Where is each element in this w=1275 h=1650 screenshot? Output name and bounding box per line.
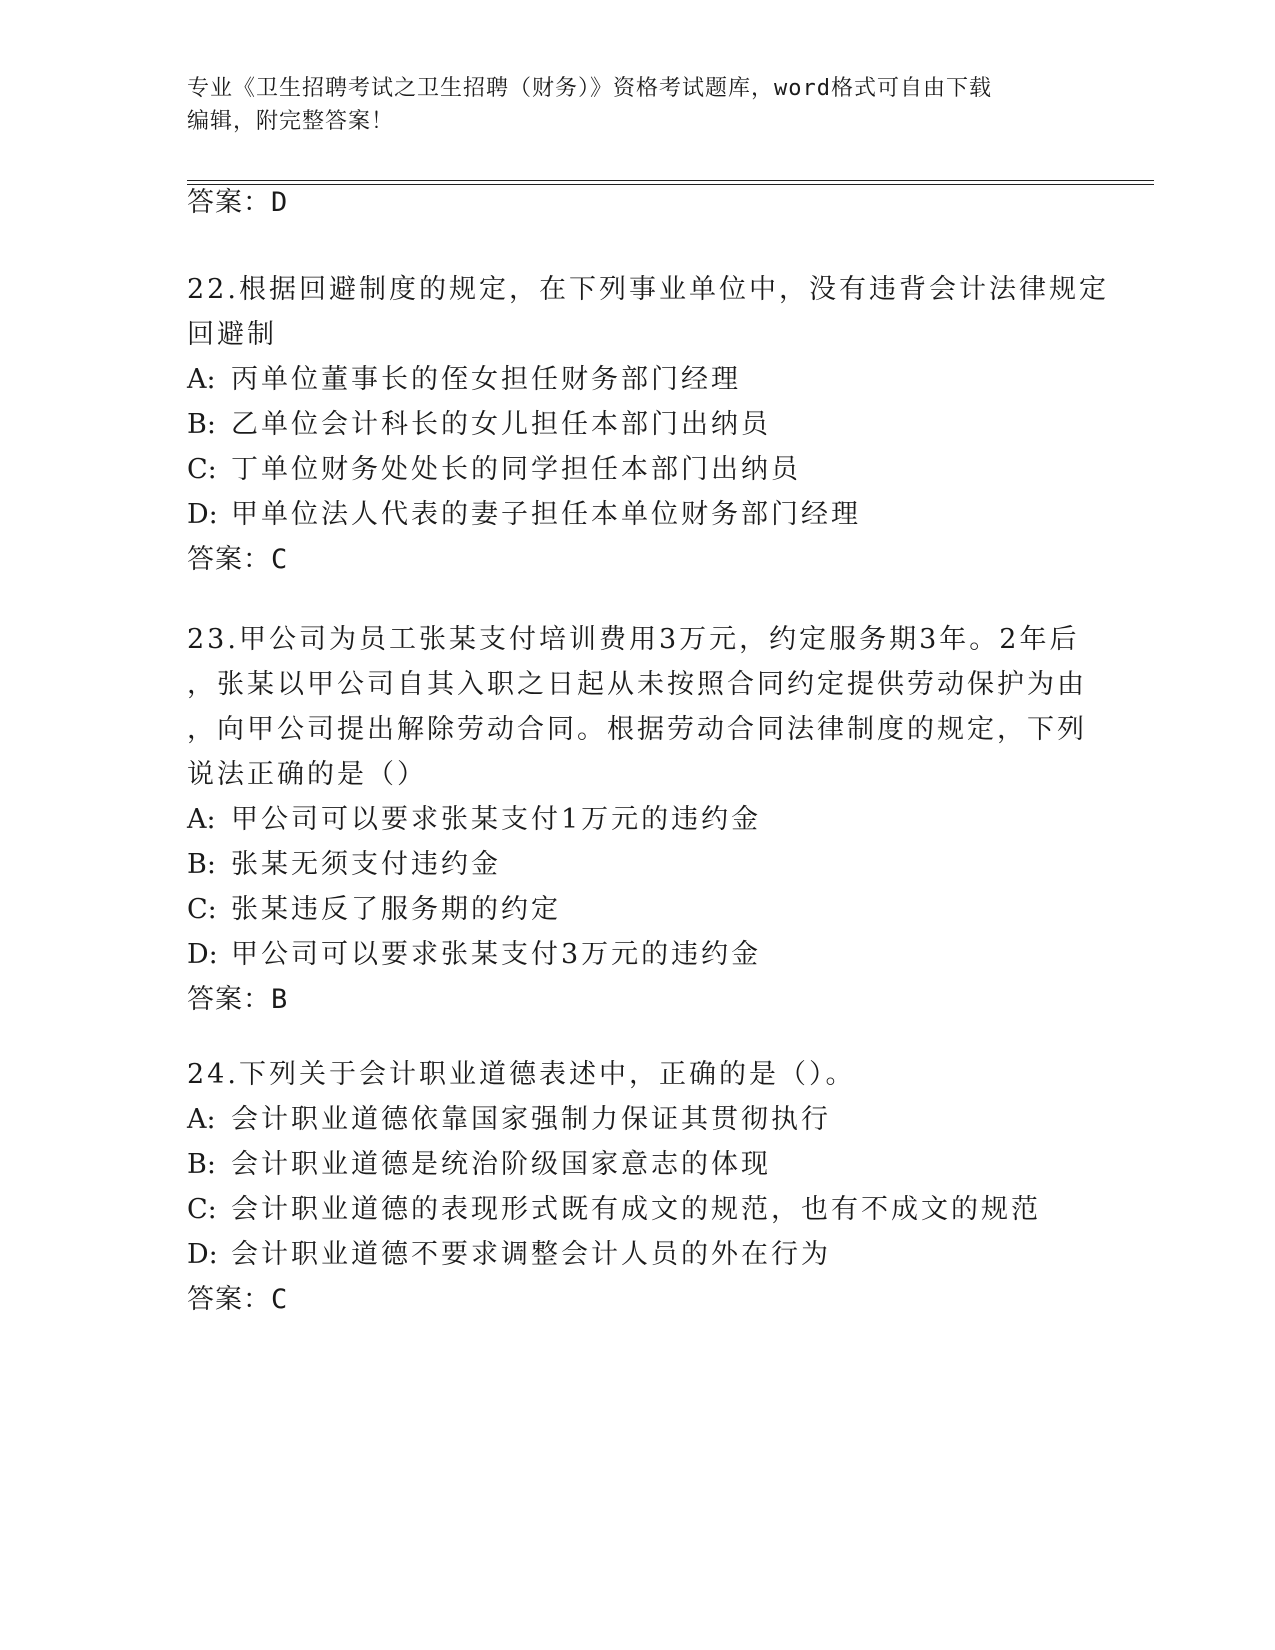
option-text: 甲单位法人代表的妻子担任本单位财务部门经理 — [231, 499, 861, 530]
prev-answer-block — [187, 180, 1087, 225]
option-c — [187, 1187, 1087, 1232]
answer-value: D — [271, 187, 289, 218]
question-stem-line: 24.下列关于会计职业道德表述中，正确的是（）。 — [187, 1059, 856, 1090]
answer-line — [187, 537, 1087, 582]
option-b — [187, 1142, 1087, 1187]
option-text: 甲公司可以要求张某支付1万元的违约金 — [231, 804, 762, 835]
answer-value: B — [271, 984, 289, 1015]
option-text: 会计职业道德依靠国家强制力保证其贯彻执行 — [231, 1104, 831, 1135]
option-text: 丙单位董事长的侄女担任财务部门经理 — [231, 364, 741, 395]
option-label: B: — [187, 409, 216, 440]
header-line-2: 编辑，附完整答案！ — [187, 109, 395, 134]
answer-label: 答案： — [187, 544, 271, 575]
question-stem-line: 23.甲公司为员工张某支付培训费用3万元，约定服务期3年。2年后 — [187, 624, 1080, 655]
option-label: D: — [187, 1239, 218, 1270]
option-text: 张某无须支付违约金 — [231, 849, 501, 880]
question-stem-line: ，向甲公司提出解除劳动合同。根据劳动合同法律制度的规定，下列 — [187, 714, 1087, 745]
option-a — [187, 357, 1087, 402]
header-line-1: 专业《卫生招聘考试之卫生招聘（财务）》资格考试题库，word格式可自由下载 — [187, 76, 992, 101]
option-text: 张某违反了服务期的约定 — [231, 894, 561, 925]
question-22 — [187, 267, 1109, 582]
option-label: B: — [187, 1149, 216, 1180]
answer-label: 答案： — [187, 1284, 271, 1315]
document-header — [187, 72, 1087, 138]
option-label: C: — [187, 894, 217, 925]
option-text: 会计职业道德是统治阶级国家意志的体现 — [231, 1149, 771, 1180]
question-stem-line: ，张某以甲公司自其入职之日起从未按照合同约定提供劳动保护为由 — [187, 669, 1087, 700]
option-label: B: — [187, 849, 216, 880]
option-label: A: — [187, 804, 216, 835]
option-label: A: — [187, 1104, 216, 1135]
answer-label: 答案： — [187, 984, 271, 1015]
option-text: 乙单位会计科长的女儿担任本部门出纳员 — [231, 409, 771, 440]
option-label: C: — [187, 1194, 217, 1225]
option-text: 甲公司可以要求张某支付3万元的违约金 — [231, 939, 762, 970]
option-a — [187, 797, 1087, 842]
option-text: 丁单位财务处处长的同学担任本部门出纳员 — [231, 454, 801, 485]
option-d — [187, 492, 1087, 537]
option-d — [187, 932, 1087, 977]
option-label: A: — [187, 364, 216, 395]
option-label: C: — [187, 454, 217, 485]
option-a — [187, 1097, 1087, 1142]
answer-line — [187, 180, 1087, 225]
question-stem-line: 22.根据回避制度的规定，在下列事业单位中，没有违背会计法律规定 — [187, 274, 1109, 305]
option-b — [187, 402, 1087, 447]
answer-value: C — [271, 1284, 289, 1315]
option-text: 会计职业道德的表现形式既有成文的规范，也有不成文的规范 — [231, 1194, 1041, 1225]
answer-label: 答案： — [187, 187, 271, 218]
option-text: 会计职业道德不要求调整会计人员的外在行为 — [231, 1239, 831, 1270]
answer-value: C — [271, 544, 289, 575]
answer-line — [187, 1277, 1087, 1322]
option-label: D: — [187, 939, 218, 970]
question-24 — [187, 1052, 1087, 1322]
answer-line — [187, 977, 1087, 1022]
question-stem-line: 说法正确的是（） — [187, 759, 427, 790]
question-23 — [187, 617, 1087, 1022]
option-d — [187, 1232, 1087, 1277]
option-c — [187, 887, 1087, 932]
option-c — [187, 447, 1087, 492]
option-label: D: — [187, 499, 218, 530]
option-b — [187, 842, 1087, 887]
question-stem-line: 回避制 — [187, 319, 277, 350]
